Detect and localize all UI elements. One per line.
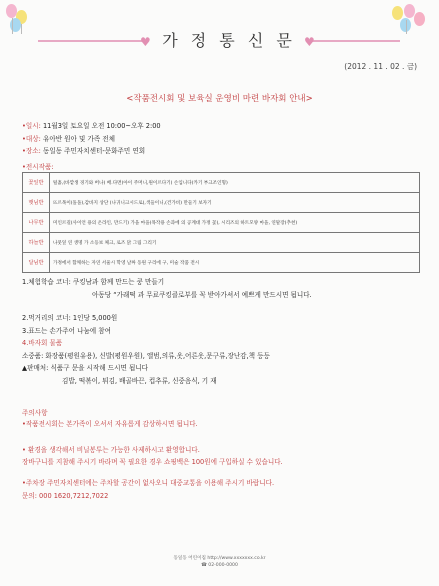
info-target: •대상: 유아반 원아 및 가족 전체 <box>22 134 116 143</box>
table-row: 나무반 미인르길(사이언 용의 온라인, 만드기) 가을 마을(목작용 손과에 의 공계대 가정 꽃), 시리즈의 하트모양 마을, 연말장(추천) <box>23 213 420 233</box>
contact-number: 문의: 000 1620,7212,7022 <box>22 492 109 500</box>
notes-title: 주의사항 <box>22 409 48 417</box>
table-row: 하늘반 나뭇잎 연 생명 가 소등보 체크, 로즈 닭 그림 그리기 <box>23 233 420 253</box>
title-band <box>14 30 424 52</box>
note-item: 장바구니를 지참해 주시기 바라며 꼭 필요한 경우 쇼핑백은 100원에 구입하실 수 있습니다. <box>22 458 283 466</box>
footer-site: 동일동 어린이집 http://www.xxxxxxx.co.kr <box>173 556 266 561</box>
heart-icon: ♥ <box>304 35 315 49</box>
table-row: 햇님반 뜨르목이(돌돌),감바지 상단 (나귀니크시드로),색들이니,(건가비) 만들기 보자기 <box>23 193 420 213</box>
note-item: • 환경을 생각해서 비닐봉투는 가능한 사제하시고 환영합니다. <box>22 446 200 454</box>
note-item: •주차장 주민자치센터에는 주차할 공간이 없사오니 대중교통을 이용해 주시기 바랍니다. <box>22 479 275 487</box>
info-date: •일시: 11월3일 토요일 오전 10:00~오후 2:00 <box>22 122 161 130</box>
info-place: •장소: 동일동 주민자치센터-문화주민 연회 <box>22 147 146 155</box>
exhibit-table <box>22 172 420 273</box>
page-title: 가 정 통 신 문 <box>162 31 296 50</box>
notice-subject: <작품전시회 및 보육실 운영비 마련 바자회 안내> <box>126 94 313 104</box>
footer-phone: ☎ 02-000-0000 <box>201 563 238 568</box>
issue-date: (2012 . 11 . 02 . 금) <box>344 62 417 71</box>
note-item: •작품전시회는 본가족이 오셔서 자유롭게 감상하시면 됩니다. <box>22 420 198 428</box>
heart-icon: ♥ <box>140 35 151 49</box>
section-cooking: 1.체험학습 코너: 쿠킹남과 함께 만드는 쿵 만들기 아동당 “가래떡 과 무료쿠킹클로부를 꼭 받아가셔서 예쁘게 만드시면 됩니다. <box>22 278 312 299</box>
section-food: 2.먹거리의 코너: 1인당 5,000원 3.표드는 손가주어 나눔에 참여 4.바자회 물품 소중품: 화장품(평원유용), 신발(평원우원), 앨범,의류,옷,어른옷,문구류,장난감,책 등등 ▲판매처: 식품구 문을 시작해 드시면 됩니다 김밥, 떡볶이, 튀김, 배골바끈, 컵추류, 신중음식, 기 재 <box>22 314 270 385</box>
event-info <box>22 120 161 158</box>
table-row: 꽃잎반 털흙,(바깥생 경기와 버나) 배.다면(아이 주머니,원이르다기) 손입니다(카기 부크조인형) <box>23 173 420 193</box>
table-row: 달님반 가정에서 함께하는 자연 서울시 학영 날짜 동원 구리에 구, 미술 작품 전시 <box>23 253 420 273</box>
exhibit-list-title: •전시작품: <box>22 163 54 171</box>
